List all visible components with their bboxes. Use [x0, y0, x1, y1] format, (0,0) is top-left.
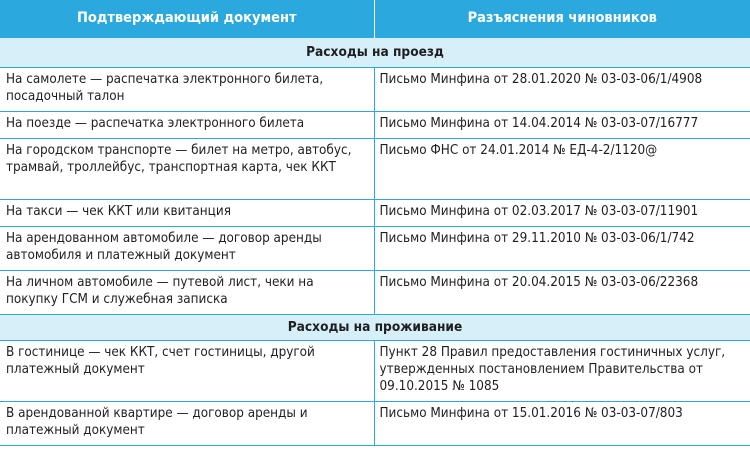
header-supporting-document: Подтверждающий документ — [0, 0, 374, 38]
table-row — [0, 227, 750, 271]
table-row — [0, 139, 750, 200]
row-reference: Письмо Минфина от 14.04.2014 № 03-03-07/16777 — [374, 112, 750, 139]
table-row — [0, 200, 750, 227]
row-reference: Письмо Минфина от 15.01.2016 № 03-03-07/803 — [374, 402, 750, 446]
row-document: На городском транспорте — билет на метро, автобус, трамвай, троллейбус, транспортная карта, чек ККТ — [0, 139, 374, 200]
row-reference: Письмо Минфина от 29.11.2010 № 03-03-06/1/742 — [374, 227, 750, 271]
table-row — [0, 271, 750, 315]
row-reference: Пункт 28 Правил предоставления гостиничных услуг, утвержденных постановлением Правительства от 09.10.2015 № 1085 — [374, 341, 750, 402]
row-document: На личном автомобиле — путевой лист, чеки на покупку ГСМ и служебная записка — [0, 271, 374, 315]
row-document: В арендованной квартире — договор аренды и платежный документ — [0, 402, 374, 446]
row-document: На арендованном автомобиле — договор аренды автомобиля и платежный документ — [0, 227, 374, 271]
row-document: На поезде — распечатка электронного билета — [0, 112, 374, 139]
header-official-clarifications: Разъяснения чиновников — [374, 0, 750, 38]
row-reference: Письмо Минфина от 20.04.2015 № 03-03-06/22368 — [374, 271, 750, 315]
header-row — [0, 0, 750, 38]
table-row — [0, 402, 750, 446]
row-reference: Письмо ФНС от 24.01.2014 № ЕД-4-2/1120@ — [374, 139, 750, 200]
section-title-lodging: Расходы на проживание — [0, 315, 750, 341]
section-title-travel: Расходы на проезд — [0, 38, 750, 68]
table-row — [0, 68, 750, 112]
row-document: В гостинице — чек ККТ, счет гостиницы, другой платежный документ — [0, 341, 374, 402]
section-lodging-header — [0, 315, 750, 341]
table-row — [0, 341, 750, 402]
row-reference: Письмо Минфина от 02.03.2017 № 03-03-07/11901 — [374, 200, 750, 227]
row-reference: Письмо Минфина от 28.01.2020 № 03-03-06/1/4908 — [374, 68, 750, 112]
row-document: На такси — чек ККТ или квитанция — [0, 200, 374, 227]
table-row — [0, 112, 750, 139]
section-travel-header — [0, 38, 750, 68]
row-document: На самолете — распечатка электронного билета, посадочный талон — [0, 68, 374, 112]
